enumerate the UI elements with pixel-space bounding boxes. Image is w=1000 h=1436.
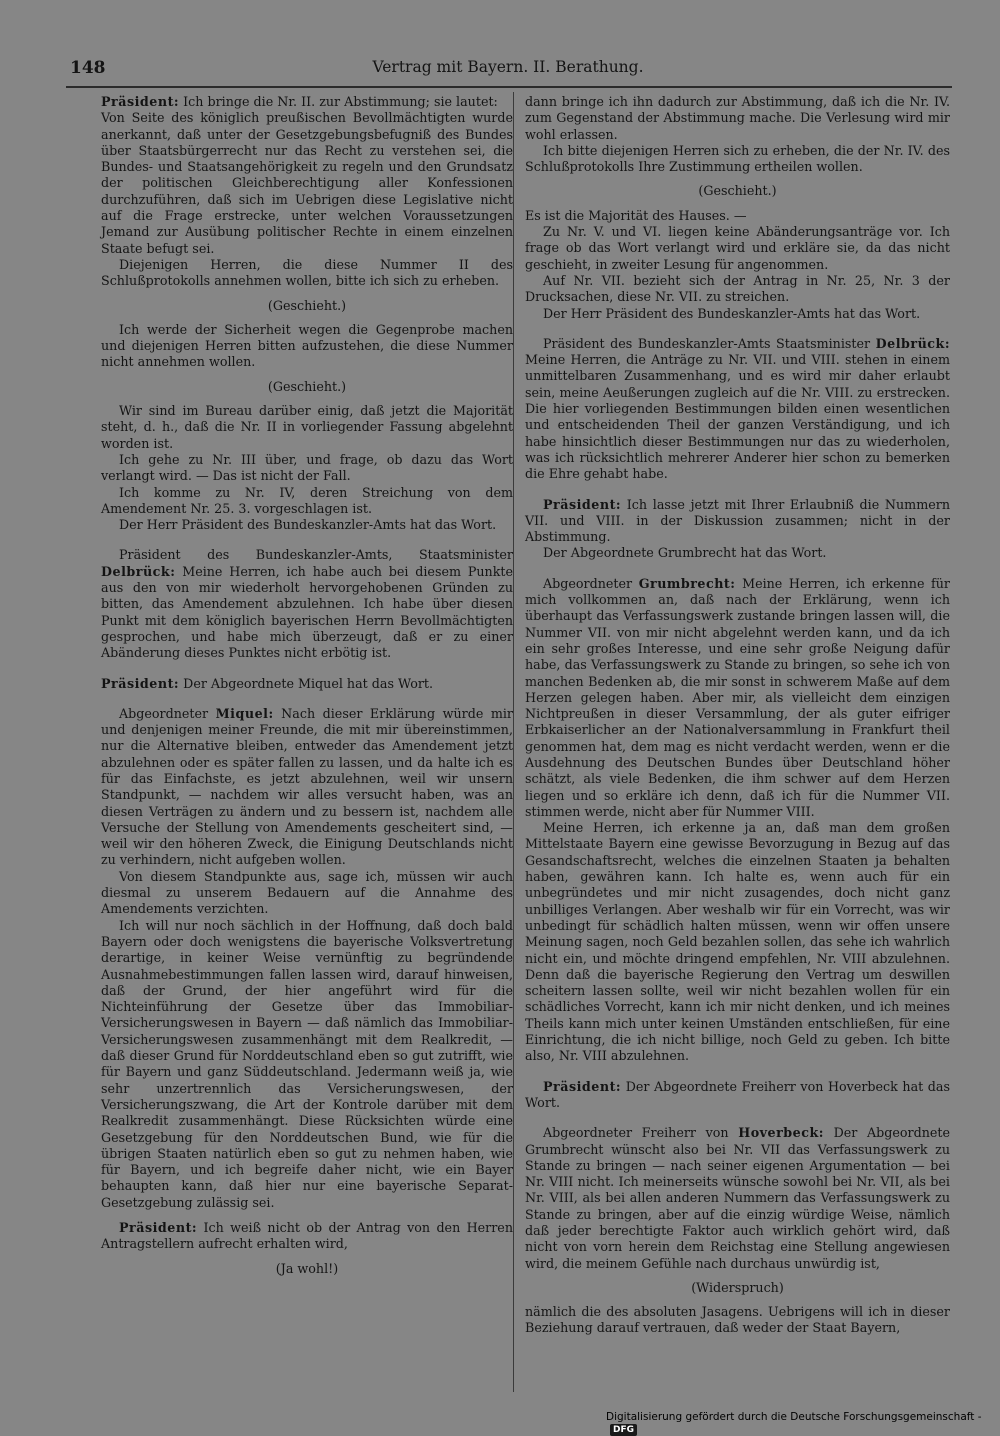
- paragraph-text: Der Abgeordnete Grumbrecht hat das Wort.: [543, 545, 827, 561]
- speaker-title: Abgeordneter Freiherr von: [543, 1125, 739, 1141]
- paragraph-text: Ich gehe zu Nr. III über, und frage, ob dazu das Wort verlangt wird. — Das ist nicht der Fall.: [101, 451, 513, 484]
- paragraph: [101, 706, 513, 869]
- page-number: 148: [70, 58, 106, 78]
- paragraph-text: Ich werde der Sicherheit wegen die Gegenprobe machen und diejenigen Herren bitten aufzustehen, die diese Nummer nicht annehmen wollen.: [101, 321, 513, 370]
- paragraph-text: Ich lasse jetzt mit Ihrer Erlaubniß die Nummern VII. und VIII. in der Diskussion zusammen; nicht in der Abstimmung.: [525, 496, 950, 545]
- paragraph: [101, 485, 513, 518]
- speaker-name: Delbrück:: [101, 563, 176, 579]
- paragraph-text: Der Abgeordnete Freiherr von Hoverbeck hat das Wort.: [525, 1078, 950, 1110]
- paragraph-text: Meine Herren, ich habe auch bei diesem Punkte aus den von mir wiederholt hervorgehobenen Gründen zu bitten, das Amendement abzulehnen. Ich habe über diesen Punkt mit dem königlich bayerischen Herrn Bevollmächtigten gesprochen, und habe mich überzeugt, daß er zu einer Abänderung dieses Punktes nicht erbötig ist.: [101, 563, 513, 661]
- paragraph: [101, 403, 513, 452]
- paragraph: [101, 452, 513, 485]
- speaker-title: Präsident des Bundeskanzler-Amts, Staatsminister: [119, 547, 513, 563]
- paragraph: [525, 1125, 950, 1272]
- speaker-name: Präsident:: [101, 94, 180, 109]
- paragraph: [525, 497, 950, 546]
- left-column: [101, 94, 513, 1285]
- paragraph-text: Wir sind im Bureau darüber einig, daß jetzt die Majorität steht, d. h., daß die Nr. II in vorliegender Fassung abgelehnt worden ist.: [101, 403, 513, 451]
- paragraph-text: Ich bitte diejenigen Herren sich zu erheben, die der Nr. IV. des Schlußprotokolls Ihre Zustimmung ertheilen wollen.: [525, 142, 950, 175]
- paragraph-text: dann bringe ich ihn dadurch zur Abstimmung, daß ich die Nr. IV. zum Gegenstand der Abstimmung mache. Die Verlesung wird mir wohl erlassen.: [525, 94, 950, 142]
- speaker-name: Präsident:: [119, 1220, 198, 1235]
- paragraph-text: Der Herr Präsident des Bundeskanzler-Amts hat das Wort.: [543, 305, 921, 321]
- paragraph: [101, 547, 513, 661]
- speaker-name: Delbrück:: [875, 335, 950, 351]
- paragraph-text: Zu Nr. V. und VI. liegen keine Abänderungsanträge vor. Ich frage ob das Wort verlangt wird und erkläre sie, da das nicht geschieht, in zweiter Lesung für angenommen.: [525, 224, 950, 272]
- paragraph-text: Von diesem Standpunkte aus, sage ich, müssen wir auch diesmal zu unserem Bedauern auf die Annahme des Amendements verzichten.: [101, 868, 513, 917]
- paragraph-text: Meine Herren, ich erkenne ja an, daß man dem großen Mittelstaate Bayern eine gewisse Bevorzugung in Bezug auf das Gesandschaftsrecht, welches die einzelnen Staaten ja behalten haben, gewähren kann. Ich halte es, wenn auch für ein unbegründetes und mir nicht zusagendes, doch nicht ganz unbilliges Verlangen. Aber weshalb wir für ein Vorrecht, was wir unbedingt für schädlich halten müssen, wenn wir offen unsere Meinung sagen, noch Geld bezahlen sollen, das sehe ich wahrlich nicht ein, und möchte dringend empfehlen, Nr. VIII abzulehnen. Denn daß die bayerische Regierung den Vertrag um deswillen scheitern lassen sollte, weil wir nicht bezahlen wollen für ein schädliches Vorrecht, kann ich mir nicht denken, und ich meines Theils kann mich unter keinen Umständen entschließen, für eine Einrichtung, die ich nicht billige, noch Geld zu geben. Ich bitte also, Nr. VIII abzulehnen.: [525, 820, 950, 1064]
- paragraph-text: Auf Nr. VII. bezieht sich der Antrag in Nr. 25, Nr. 3 der Drucksachen, diese Nr. VII. zu streichen.: [525, 272, 950, 305]
- speaker-title: Abgeordneter: [543, 575, 639, 591]
- speaker-name: Präsident:: [101, 675, 180, 691]
- stage-direction: (Geschieht.): [267, 297, 347, 313]
- paragraph: [525, 820, 950, 1064]
- paragraph-text: Meine Herren, die Anträge zu Nr. VII. und VIII. stehen in einem unmittelbaren Zusammenhang, und es wird mir daher erlaubt sein, meine Aeußerungen zugleich auf die Nr. VIII. zu erstrecken. Die hier vorliegenden Bestimmungen bilden einen wesentlichen und entscheidenden Theil der ganzen Verständigung, und ich habe hinsichtlich dieser Bestimmungen nur das zu wiederholen, was ich rücksichtlich mehrerer Anderer hier schon zu bemerken die Ehre gehabt habe.: [525, 352, 950, 482]
- stage-direction: (Geschieht.): [267, 378, 347, 394]
- paragraph: [101, 676, 513, 692]
- speaker-title: Abgeordneter: [119, 705, 216, 721]
- paragraph-text: Der Abgeordnete Grumbrecht wünscht also bei Nr. VII das Verfassungswerk zu Stande zu bringen — nach seiner eigenen Argumentation — bei Nr. VIII nicht. Ich meinerseits wünsche sowohl bei Nr. VII, als bei Nr. VIII, als bei allen anderen Nummern das Verfassungswerk zu Stande zu bringen, aber auf die einzig würdige Weise, nämlich daß jeder berechtigte Faktor auch wirklich gehört wird, daß nicht von vorn herein dem Reichstag eine Stellung angewiesen wird, die meinem Gefühle nach durchaus unwürdig ist,: [525, 1125, 950, 1271]
- paragraph: [101, 1220, 513, 1253]
- paragraph: [525, 1304, 950, 1337]
- dfg-logo: DFG: [610, 1424, 637, 1436]
- paragraph: [101, 94, 513, 110]
- paragraph: [525, 306, 950, 322]
- stage-direction: (Widerspruch): [691, 1279, 784, 1295]
- stage-direction: (Geschieht.): [698, 183, 777, 199]
- paragraph-text: Es ist die Majorität des Hauses. —: [525, 207, 747, 223]
- paragraph-text: Ich weiß nicht ob der Antrag von den Herren Antragstellern aufrecht erhalten wird,: [101, 1220, 513, 1252]
- paragraph: [525, 208, 950, 224]
- paragraph: [101, 322, 513, 371]
- right-column: [525, 94, 950, 1337]
- speaker-name: Präsident:: [543, 1078, 622, 1094]
- speaker-name: Hoverbeck:: [738, 1125, 824, 1141]
- paragraph: [525, 336, 950, 483]
- paragraph: [525, 224, 950, 273]
- speaker-name: Präsident:: [543, 496, 622, 512]
- speaker-title: Präsident des Bundeskanzler-Amts Staatsminister: [543, 335, 876, 351]
- footer-credit: [606, 1411, 1000, 1436]
- column-divider: [513, 92, 514, 1392]
- paragraph: [101, 517, 513, 533]
- paragraph: [101, 257, 513, 290]
- paragraph-text: Der Abgeordnete Miquel hat das Wort.: [179, 675, 434, 691]
- paragraph: [525, 576, 950, 820]
- paragraph: [525, 94, 950, 143]
- speaker-name: Miquel:: [215, 705, 274, 721]
- paragraph: [525, 273, 950, 306]
- paragraph: [525, 545, 950, 561]
- paragraph-text: Diejenigen Herren, die diese Nummer II des Schlußprotokolls annehmen wollen, bitte ich sich zu erheben.: [101, 256, 513, 289]
- paragraph-text: Ich bringe die Nr. II. zur Abstimmung; sie lautet:: [179, 94, 498, 109]
- paragraph: [101, 918, 513, 1211]
- paragraph: [525, 143, 950, 176]
- paragraph: [525, 1079, 950, 1112]
- stage-direction: (Ja wohl!): [275, 1260, 339, 1276]
- paragraph-text: Ich will nur noch sächlich in der Hoffnung, daß doch bald Bayern oder doch wenigstens die bayerische Volksvertretung derartige, in keiner Weise vernünftig zu begründende Ausnahmebestimmungen fallen lassen wird, darauf hinweisen, daß der Grund, der hier angeführt wird für die Nichteinführung der Gesetze über das Immobiliar-Versicherungswesen in Bayern — daß nämlich das Immobiliar-Versicherungswesen zusammenhängt mit dem Realkredit, — daß dieser Grund für Norddeutschland eben so gut zutrifft, wie für Bayern und ganz Süddeutschland. Jedermann weiß ja, wie sehr unzertrennlich das Versicherungswesen, der Versicherungszwang, die Art der Kontrole darüber mit dem Realkredit zusammenhängt. Diese Rücksichten würde eine Gesetzgebung für den Norddeutschen Bund, wie für die übrigen Staaten natürlich eben so gut zu nehmen haben, wie für Bayern, und ich begreife daher nicht, wie ein Bayer behaupten kann, daß hier nur eine bayerische Separat-Gesetzgebung zulässig sei.: [101, 917, 513, 1210]
- quoted-text: Von Seite des königlich preußischen Bevollmächtigten wurde anerkannt, daß unter der Gesetzgebungsbefugniß des Bundes über Staatsbürgerrecht nur das Recht zu verstehen sei, die Bundes- und Staatsangehörigkeit zu regeln und den Grundsatz der politischen Gleichberechtigung aller Konfessionen durchzuführen, daß sich im Uebrigen diese Legislative nicht auf die Frage erstrecke, unter welchen Voraussetzungen Jemand zur Ausübung politischer Rechte in einem einzelnen Staate befugt sei.: [101, 110, 513, 256]
- paragraph-text: Meine Herren, ich erkenne für mich vollkommen an, daß nach der Erklärung, wenn ich überhaupt das Verfassungswerk zustande bringen lassen will, die Nummer VII. von mir nicht abgelehnt werden kann, und da ich ein sehr großes Interesse, und eine sehr große Neigung dafür habe, das Verfassungswerk zu Stande zu bringen, so sehe ich von manchen Bedenken ab, die mir sonst in schwerem Maße auf dem Herzen gelegen haben. Aber mir, als vielleicht dem einzigen Nichtpreußen in dieser Versammlung, der als guter eifriger Erbkaiserlicher an der Nationalversammlung in Frankfurt theil genommen hat, dem mag es nicht verdacht werden, wenn er die Ausdehnung des Deutschen Bundes über Deutschland höher schätzt, als viele Bedenken, die ihm schwer auf dem Herzen liegen und so erkläre ich denn, daß ich für die Nummer VII. stimmen werde, nicht aber für Nummer VIII.: [525, 575, 950, 819]
- footer-text: Digitalisierung gefördert durch die Deutsche Forschungsgemeinschaft -: [606, 1411, 982, 1423]
- paragraph-text: Nach dieser Erklärung würde mir und denjenigen meiner Freunde, die mit mir übereinstimmen, nur die Alternative bleiben, entweder das Amendement jetzt abzulehnen oder es später fallen zu lassen, und da halte ich es für das Einfachste, es jetzt abzulehnen, weil wir unsern Standpunkt, — nachdem wir alles versucht haben, was an diesen Verträgen zu ändern und zu bessern ist, nachdem alle Versuche der Stellung von Amendements gescheitert sind, — weil wir den höheren Zweck, die Einigung Deutschlands nicht zu verhindern, nicht aufgeben wollen.: [101, 705, 513, 868]
- page-header: [66, 54, 950, 84]
- paragraph-text: Ich komme zu Nr. IV, deren Streichung von dem Amendement Nr. 25. 3. vorgeschlagen ist.: [101, 484, 513, 516]
- header-rule: [66, 86, 952, 88]
- paragraph-text: Der Herr Präsident des Bundeskanzler-Amts hat das Wort.: [119, 517, 497, 533]
- running-head: Vertrag mit Bayern. II. Berathung.: [372, 58, 644, 76]
- paragraph-text: nämlich die des absoluten Jasagens. Uebrigens will ich in dieser Beziehung darauf vertrauen, daß weder der Staat Bayern,: [525, 1304, 950, 1336]
- paragraph: [101, 869, 513, 918]
- speaker-name: Grumbrecht:: [638, 575, 736, 591]
